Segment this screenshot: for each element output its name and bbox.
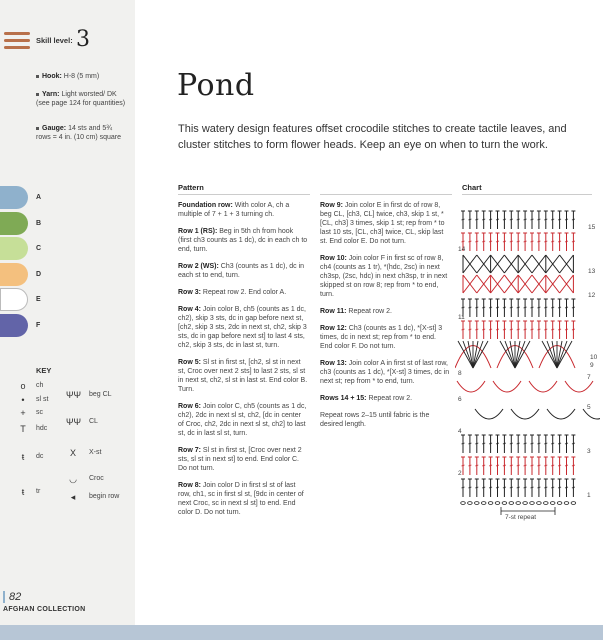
row-label: Row 6: (178, 403, 203, 410)
chart-row-lower-c-bar (462, 487, 465, 488)
chart-row-4-bar (572, 307, 575, 308)
row-instructions: With color A, ch a multiple of 7 + 1 + 3 turning ch. (178, 202, 290, 218)
chart-row-lower-c-bar (517, 487, 520, 488)
chart-row-lower-c-bar (565, 487, 568, 488)
pattern-row-col2-0 (320, 201, 450, 246)
chart-row-lower-b-bar (482, 465, 485, 466)
chart-row-lower-c-bar (489, 487, 492, 488)
chart-row-lower-a-bar (468, 443, 471, 444)
chart-row-lower-b-bar (537, 465, 540, 466)
chart-chain (537, 502, 542, 505)
chart-row-5-bar (489, 329, 492, 330)
key-symbol-sl-st: • (21, 395, 25, 405)
chart-row-1-bar (517, 241, 520, 242)
key-symbol-tr: ŧ (21, 487, 25, 497)
chart-row-4-bar (510, 307, 513, 308)
chart-row-lower-a-bar (482, 443, 485, 444)
chart-row-0-bar (558, 219, 561, 220)
row-instructions: Repeat row 2. (348, 308, 392, 315)
chart-row-1-bar (551, 241, 554, 242)
chart-row-4-bar (551, 307, 554, 308)
chart-chain (509, 502, 514, 505)
chart-croc (475, 409, 503, 419)
chart-row-5-bar (551, 329, 554, 330)
key-symbol-CL: ΨΨ (66, 417, 82, 427)
chart-row-lower-b-bar (551, 465, 554, 466)
chart-row-lower-a-bar (510, 443, 513, 444)
chart-chain (461, 502, 466, 505)
chart-row-label-3: 3 (587, 448, 591, 455)
chart-row-lower-a-bar (496, 443, 499, 444)
chart-rule (462, 194, 592, 195)
chart-row-4-bar (503, 307, 506, 308)
key-label-sc: sc (36, 409, 43, 416)
chart-row-lower-a-bar (558, 443, 561, 444)
color-swatch-f (0, 314, 28, 337)
chart-row-0-bar (537, 219, 540, 220)
pattern-row-col2-3 (320, 324, 450, 351)
key-symbol-X-st: X (69, 448, 76, 458)
chart-row-label-13: 13 (588, 268, 596, 275)
stitch-chart (455, 203, 600, 523)
chart-row-lower-c-bar (475, 487, 478, 488)
chart-heading: Chart (462, 183, 482, 192)
key-symbol-begin-row: ◂ (70, 492, 76, 502)
chart-row-5-bar (475, 329, 478, 330)
row-instructions: Join color E in first dc of row 8, beg CL, [ch3, CL] twice, ch3, skip 1 st, *[CL, ch3] 3 times, skip 1 st; rep from * to last 10 sts, [CL, ch3] twice, CL, skip last st. End color E. Do not turn. (320, 202, 445, 245)
row-label: Row 4: (178, 306, 203, 313)
chart-row-5-bar (544, 329, 547, 330)
chart-row-5-bar (524, 329, 527, 330)
chart-row-lower-c-bar (572, 487, 575, 488)
chart-row-4-bar (565, 307, 568, 308)
row-instructions: Ch3 (counts as 1 dc), dc in each st to end, turn. (178, 263, 305, 279)
hook-value: H-8 (5 mm) (63, 73, 100, 80)
row-instructions: Ch3 (counts as 1 dc), *[X-st] 3 times, dc in next st; rep from * to end. End color F. Do not turn. (320, 325, 443, 350)
row-label: Row 5: (178, 359, 203, 366)
row-label: Rows 14 + 15: (320, 395, 369, 402)
chart-croc (529, 381, 557, 392)
chart-flower-petal (463, 341, 473, 368)
chart-row-lower-b-bar (475, 465, 478, 466)
row-label: Row 9: (320, 202, 345, 209)
chart-chain (550, 502, 555, 505)
pattern-row-col1-5 (178, 358, 308, 394)
chart-row-lower-a-bar (531, 443, 534, 444)
chart-row-lower-b-bar (462, 465, 465, 466)
chart-row-lower-c-bar (551, 487, 554, 488)
color-swatch-c (0, 237, 28, 260)
key-symbol-ch: o (20, 381, 26, 391)
chart-row-5-bar (503, 329, 506, 330)
pattern-heading: Pattern (178, 183, 204, 192)
chart-croc (583, 409, 600, 419)
row-instructions: Join color C, ch5 (counts as 1 dc, ch2), 2dc in next sl st, ch2, [dc in center of Croc, ch2, 2dc in next sl st, ch2] to last st, dc in last sl st, turn. (178, 403, 307, 437)
chart-row-lower-c-bar (537, 487, 540, 488)
row-instructions: Join color F in first sc of row 8, ch4 (counts as 1 tr), *(hdc, 2sc) in next ch3sp, (2sc, hdc) in next ch3sp, tr in next skipped st on row 8; rep from * to end, turn. (320, 255, 448, 298)
pattern-row-col2-1 (320, 254, 450, 299)
chart-row-lower-a-bar (565, 443, 568, 444)
chart-row-lower-a-bar (503, 443, 506, 444)
row-label: Row 1 (RS): (178, 228, 220, 235)
chart-row-lower-c-bar (482, 487, 485, 488)
chart-row-1-bar (475, 241, 478, 242)
pattern-row-col1-3 (178, 288, 308, 297)
intro-text: This watery design features offset crocodile stitches to create tactile leaves, and cluster stitches to form flower heads. Keep an eye on when to turn the work. (178, 123, 567, 151)
chart-row-label-6: 6 (458, 396, 462, 403)
chart-chain (530, 502, 535, 505)
chart-row-lower-b-bar (468, 465, 471, 466)
chart-row-0-bar (565, 219, 568, 220)
pattern-row-col2-2 (320, 307, 450, 316)
pattern-row-col1-6 (178, 402, 308, 438)
key-label-dc: dc (36, 453, 44, 460)
color-swatch-a (0, 186, 28, 209)
chart-row-0-bar (475, 219, 478, 220)
chart-row-lower-b-bar (489, 465, 492, 466)
yarn-value: Light worsted/ DK (see page 124 for quantities) (36, 91, 126, 107)
chart-row-lower-b-bar (531, 465, 534, 466)
color-label-f: F (36, 322, 41, 329)
row-label: Row 11: (320, 308, 349, 315)
chart-chain (516, 502, 521, 505)
gauge-value: 14 sts and 5¾ rows = 4 in. (10 cm) square (36, 125, 122, 141)
chart-croc (457, 381, 485, 392)
chart-chain (564, 502, 569, 505)
chart-row-1-bar (544, 241, 547, 242)
key-label-sl-st: sl st (36, 396, 49, 403)
chart-row-lower-a-bar (572, 443, 575, 444)
chart-row-1-bar (482, 241, 485, 242)
chart-row-4-bar (558, 307, 561, 308)
chart-row-lower-a-bar (524, 443, 527, 444)
chart-row-5-bar (537, 329, 540, 330)
chart-row-label-8: 8 (458, 370, 462, 377)
chart-row-4-bar (462, 307, 465, 308)
key-label-CL: CL (89, 418, 98, 425)
chart-row-0-bar (482, 219, 485, 220)
pattern-row-col2-4 (320, 359, 450, 386)
chart-croc (511, 409, 539, 419)
chart-flower-petal (473, 341, 483, 368)
chart-row-label-11: 11 (458, 314, 465, 321)
chart-row-0-bar (489, 219, 492, 220)
page-number: 82 (3, 591, 21, 603)
chart-row-lower-a-bar (462, 443, 465, 444)
key-symbol-sc: + (20, 408, 26, 418)
chart-flower-petal (515, 341, 525, 368)
row-label: Row 10: (320, 255, 349, 262)
chart-row-4-bar (468, 307, 471, 308)
chart-croc (565, 381, 593, 392)
color-swatch-d (0, 263, 28, 286)
row-instructions: Sl st in first st, [Croc over next 2 sts, sl st in next st] to end. End color C. Do not turn. (178, 447, 302, 472)
color-label-c: C (36, 245, 42, 252)
row-label: Row 7: (178, 447, 203, 454)
hook-spec: Hook: H-8 (5 mm) (36, 72, 126, 81)
color-label-e: E (36, 296, 41, 303)
key-label-beg-CL: beg CL (89, 391, 112, 398)
key-label-ch: ch (36, 382, 44, 389)
sidebar (0, 0, 135, 625)
yarn-spec: Yarn: Light worsted/ DK (see page 124 for quantities) (36, 91, 126, 107)
collection-name: AFGHAN COLLECTION (3, 606, 86, 613)
chart-chain (468, 502, 473, 505)
chart-row-lower-c-bar (544, 487, 547, 488)
chart-row-0-bar (468, 219, 471, 220)
chart-row-lower-c-bar (510, 487, 513, 488)
chart-row-label-15: 15 (588, 224, 596, 231)
row-label: Row 12: (320, 325, 349, 332)
chart-row-lower-c-bar (503, 487, 506, 488)
chart-row-1-bar (565, 241, 568, 242)
chart-row-label-1: 1 (587, 492, 591, 499)
chart-chain (502, 502, 507, 505)
repeat-label: 7-st repeat (505, 514, 537, 521)
chart-row-1-bar (510, 241, 513, 242)
chart-row-0-bar (544, 219, 547, 220)
chart-row-4-bar (475, 307, 478, 308)
chart-row-lower-c-bar (531, 487, 534, 488)
pattern-row-col1-4 (178, 305, 308, 350)
row-instructions: Repeat row 2. End color A. (202, 289, 287, 296)
chart-row-1-bar (496, 241, 499, 242)
chart-row-0-bar (503, 219, 506, 220)
row-label: Row 3: (178, 289, 203, 296)
chart-chain (495, 502, 500, 505)
row-label: Row 2 (WS): (178, 263, 221, 270)
chart-row-1-bar (558, 241, 561, 242)
pattern-rule-2 (320, 194, 452, 195)
chart-row-0-bar (524, 219, 527, 220)
chart-row-lower-a-bar (489, 443, 492, 444)
skill-level-label: Skill level: (36, 36, 73, 45)
chart-row-1-bar (537, 241, 540, 242)
row-instructions: Repeat rows 2–15 until fabric is the desired length. (320, 412, 430, 428)
color-swatch-e (0, 288, 28, 311)
chart-row-lower-a-bar (517, 443, 520, 444)
chart-row-4-bar (496, 307, 499, 308)
color-label-b: B (36, 220, 42, 227)
key-symbol-beg-CL: ΨΨ (66, 390, 82, 400)
chart-row-1-bar (468, 241, 471, 242)
color-label-a: A (36, 194, 42, 201)
chart-chain (488, 502, 493, 505)
chart-row-5-bar (517, 329, 520, 330)
chart-row-lower-a-bar (544, 443, 547, 444)
chart-row-0-bar (572, 219, 575, 220)
chart-row-4-bar (544, 307, 547, 308)
chart-row-5-bar (462, 329, 465, 330)
chart-row-lower-c-bar (468, 487, 471, 488)
key-label-Croc: Croc (89, 475, 104, 482)
row-instructions: Sl st in first st, [ch2, sl st in next st, Croc over next 2 sts] to last 2 sts, sl st in next st, ch2, sl st in last st. End color B. Turn. (178, 359, 308, 393)
chart-croc (493, 381, 521, 392)
chart-row-lower-b-bar (544, 465, 547, 466)
chart-chain (481, 502, 486, 505)
chart-row-label-10: 10 (590, 354, 598, 361)
chart-row-lower-c-bar (524, 487, 527, 488)
crochet-hooks-icon (4, 30, 34, 52)
chart-row-label-12: 12 (588, 292, 596, 299)
key-label-X-st: X-st (89, 449, 102, 456)
chart-row-4-bar (524, 307, 527, 308)
skill-level-value: 3 (76, 27, 90, 52)
chart-row-lower-b-bar (496, 465, 499, 466)
pattern-column-2 (320, 201, 450, 437)
row-label: Foundation row: (178, 202, 235, 209)
chart-row-lower-b-bar (565, 465, 568, 466)
chart-row-0-bar (517, 219, 520, 220)
chart-row-lower-b-bar (503, 465, 506, 466)
chart-row-0-bar (531, 219, 534, 220)
chart-row-lower-b-bar (517, 465, 520, 466)
color-label-d: D (36, 271, 42, 278)
chart-flower-petal (557, 341, 567, 368)
chart-row-5-bar (572, 329, 575, 330)
chart-row-0-bar (462, 219, 465, 220)
chart-row-0-bar (510, 219, 513, 220)
key-symbol-dc: ŧ (21, 452, 25, 462)
chart-row-lower-a-bar (537, 443, 540, 444)
chart-chain (475, 502, 480, 505)
chart-row-1-bar (462, 241, 465, 242)
chart-row-label-7: 7 (587, 374, 591, 381)
chart-row-4-bar (531, 307, 534, 308)
chart-row-0-bar (551, 219, 554, 220)
pattern-row-col2-5 (320, 394, 450, 403)
chart-row-lower-b-bar (524, 465, 527, 466)
chart-row-5-bar (496, 329, 499, 330)
color-swatch-b (0, 212, 28, 235)
chart-chain (571, 502, 576, 505)
chart-row-5-bar (558, 329, 561, 330)
pattern-row-col1-0 (178, 201, 308, 219)
chart-chain (523, 502, 528, 505)
chart-row-lower-b-bar (558, 465, 561, 466)
chart-row-1-bar (503, 241, 506, 242)
pattern-row-col1-8 (178, 481, 308, 517)
chart-row-lower-a-bar (551, 443, 554, 444)
chart-row-4-bar (482, 307, 485, 308)
chart-row-lower-c-bar (558, 487, 561, 488)
chart-flower-petal (547, 341, 557, 368)
chart-row-5-bar (565, 329, 568, 330)
chart-row-lower-b-bar (510, 465, 513, 466)
chart-row-5-bar (510, 329, 513, 330)
chart-row-5-bar (468, 329, 471, 330)
bottom-band (0, 625, 603, 640)
key-label-hdc: hdc (36, 425, 48, 432)
chart-chain (557, 502, 562, 505)
key-label-tr: tr (36, 488, 41, 495)
key-symbol-Croc: ◡ (69, 474, 77, 484)
chart-row-1-bar (572, 241, 575, 242)
chart-row-4-bar (537, 307, 540, 308)
chart-row-label-4: 4 (458, 428, 462, 435)
chart-flower-petal (505, 341, 515, 368)
key-symbol-hdc: T (20, 424, 26, 434)
key-title: KEY (36, 366, 52, 375)
pattern-column-1 (178, 201, 308, 525)
row-instructions: Join color D in first sl st of last row, ch1, sc in first sl st, [9dc in center of next Croc, sc in next sl st] to end. End color D. Do not turn. (178, 482, 304, 516)
page-title: Pond (177, 68, 255, 103)
row-label: Row 8: (178, 482, 203, 489)
chart-row-0-bar (496, 219, 499, 220)
pattern-row-col2-6 (320, 411, 450, 429)
chart-chain (544, 502, 549, 505)
chart-row-1-bar (489, 241, 492, 242)
chart-row-label-9: 9 (590, 362, 594, 369)
gauge-spec: Gauge: 14 sts and 5¾ rows = 4 in. (10 cm) square (36, 125, 122, 141)
pattern-row-col1-2 (178, 262, 308, 280)
chart-row-5-bar (531, 329, 534, 330)
row-instructions: Join color A in first st of last row, ch3 (counts as 1 dc), *[X-st] 3 times, dc in next st; rep from * to end, turn. (320, 360, 450, 385)
row-instructions: Repeat row 2. (368, 395, 413, 402)
chart-row-label-5: 5 (587, 404, 591, 411)
chart-row-1-bar (524, 241, 527, 242)
chart-row-4-bar (517, 307, 520, 308)
chart-row-lower-c-bar (496, 487, 499, 488)
chart-row-lower-b-bar (572, 465, 575, 466)
chart-row-label-14: 14 (458, 246, 466, 253)
pattern-rule (178, 194, 310, 195)
chart-row-label-2: 2 (458, 470, 462, 477)
pattern-row-col1-1 (178, 227, 308, 254)
key-label-begin-row: begin row (89, 493, 120, 500)
row-instructions: Join color B, ch5 (counts as 1 dc, ch2), skip 3 sts, dc in gap before next st, [ch2, skip 3 sts, 2dc in next st, ch2, skip 3 sts, dc in gap before next st] to last 4 sts, ch2, skip 3 sts, dc in last st, turn. (178, 306, 307, 349)
chart-row-4-bar (489, 307, 492, 308)
row-label: Row 13: (320, 360, 349, 367)
pattern-row-col1-7 (178, 446, 308, 473)
chart-row-lower-a-bar (475, 443, 478, 444)
chart-row-1-bar (531, 241, 534, 242)
chart-row-5-bar (482, 329, 485, 330)
row-instructions: Beg in 5th ch from hook (first ch3 counts as 1 dc), dc in each ch to end, turn. (178, 228, 308, 253)
chart-croc (547, 409, 575, 419)
